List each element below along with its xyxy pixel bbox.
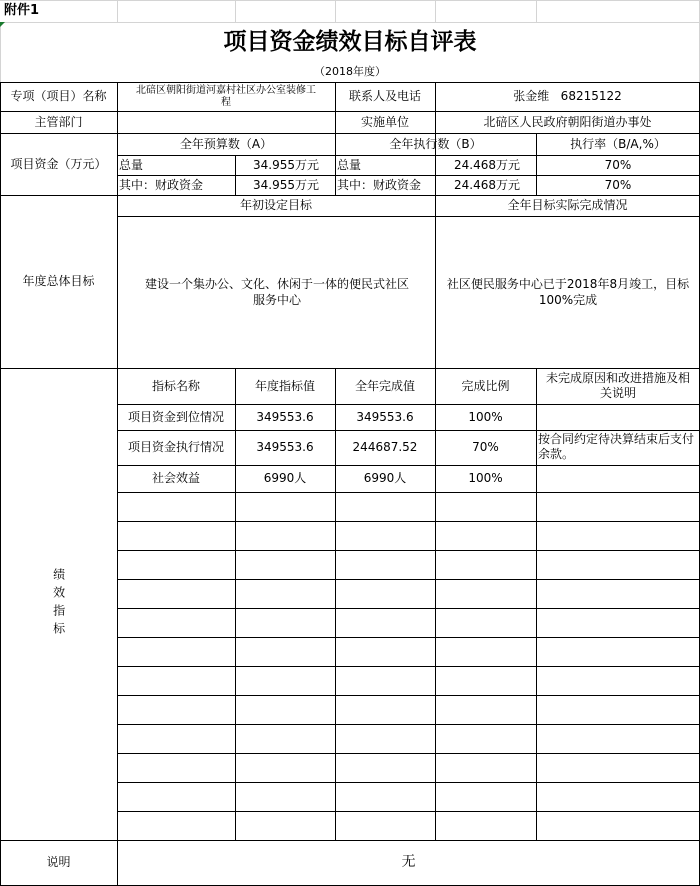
grid-line [0,22,700,23]
table-border [117,608,700,609]
remarks-value: 无 [401,854,416,871]
completion-ratio-header: 完成比例 [461,378,510,393]
total-label: 总量 [119,157,144,172]
actual-completion-text: 社区便民服务中心已于2018年8月竣工，目标100%完成 [446,276,690,307]
table-row-target: 349553.6 [256,440,314,455]
budget-header: 全年预算数（A） [179,136,273,151]
actual-completion-header: 全年目标实际完成情况 [507,198,628,213]
table-border [117,579,700,580]
table-row-name: 项目资金到位情况 [127,409,224,424]
grid-line [536,0,537,22]
table-row-actual: 6990人 [363,471,407,486]
project-name-value: 北碚区朝阳街道河嘉村社区办公室装修工程 [136,84,316,108]
table-row-target: 6990人 [263,471,307,486]
year-label: （2018年度） [314,64,386,78]
fiscal-exec-value: 24.468万元 [454,177,520,192]
grid-line [335,0,336,22]
performance-indicators-label [0,368,117,840]
grid-line [117,0,118,22]
table-row-actual: 244687.52 [352,440,418,455]
table-border [117,492,700,493]
fiscal-rate-value: 70% [604,177,632,192]
total-label: 总量 [337,157,362,172]
initial-goal-text: 建设一个集办公、文化、休闲于一体的便民式社区服务中心 [144,276,409,307]
grid-line [235,0,236,22]
remarks-label: 说明 [46,855,71,870]
project-name-label: 专项（项目）名称 [10,89,107,104]
execution-rate-header: 执行率（B/A,%） [570,136,666,151]
total-exec-value: 24.468万元 [454,157,520,172]
project-funds-label: 项目资金（万元） [10,156,107,171]
table-row-target: 349553.6 [256,409,314,424]
annual-goal-label: 年度总体目标 [22,274,95,289]
table-border [117,753,700,754]
annual-actual-header: 全年完成值 [354,378,415,393]
execution-header: 全年执行数（B） [389,136,482,151]
grid-line [435,0,436,22]
page-title: 项目资金绩效目标自评表 [223,29,477,56]
department-label: 主管部门 [34,114,83,129]
table-border [117,782,700,783]
table-row-ratio: 100% [468,409,503,424]
table-row-name: 社会效益 [151,471,200,486]
table-border [117,724,700,725]
reason-header: 未完成原因和改进措施及相关说明 [545,371,690,400]
table-row-name: 项目资金执行情况 [127,440,224,455]
annual-target-header: 年度指标值 [254,378,315,393]
department-value [117,111,335,133]
table-row-note [536,465,700,492]
initial-goal-header: 年初设定目标 [239,198,312,213]
implementing-unit-label: 实施单位 [360,114,409,129]
contact-label: 联系人及电话 [348,89,421,104]
table-border [117,811,700,812]
fiscal-label: 其中：财政资金 [119,177,204,192]
table-row-note: 按合同约定待决算结束后支付余款。 [538,432,695,461]
indicator-name-header: 指标名称 [151,378,200,393]
fiscal-label: 其中：财政资金 [337,177,422,192]
table-row-ratio: 100% [468,471,503,486]
table-border [117,666,700,667]
table-row-actual: 349553.6 [356,409,414,424]
table-border [117,637,700,638]
performance-indicators-text: 绩效指标 [51,568,66,640]
table-border [117,695,700,696]
total-rate-value: 70% [604,157,632,172]
contact-value: 张金维 68215122 [513,89,622,104]
attachment-label: 附件1 [4,3,40,19]
table-border [117,550,700,551]
table-row-note [536,404,700,430]
implementing-unit-value: 北碚区人民政府朝阳街道办事处 [483,114,652,129]
table-border [117,521,700,522]
fiscal-budget-value: 34.955万元 [253,177,319,192]
total-budget-value: 34.955万元 [253,157,319,172]
table-row-ratio: 70% [472,440,499,455]
